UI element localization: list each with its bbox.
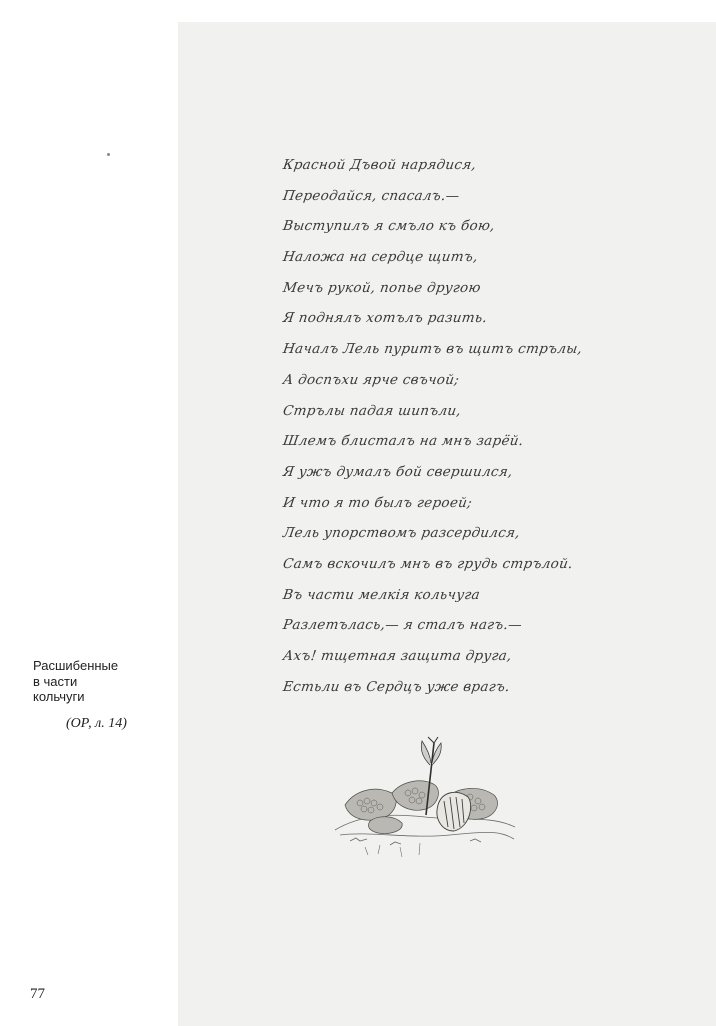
manuscript-line: Разлетълась,— я сталъ нагъ.— [281,617,524,634]
page-number: 77 [30,986,45,1002]
margin-speck [107,153,110,156]
manuscript-line: Въ части мелкія кольчуга [281,586,482,603]
manuscript-line: Стрълы падая шипъли, [281,402,463,419]
manuscript-line: Переодайся, спасалъ.— [281,187,461,204]
manuscript-line: Лель упорствомъ разсердился, [281,525,522,542]
manuscript-line: Ахъ! тщетная защита друга, [281,648,513,664]
caption-line: Расшибенные [33,658,119,673]
manuscript-text [283,150,683,702]
shield-shell [437,792,471,831]
chain-mail-vignette [330,735,520,860]
manuscript-line: И что я то былъ героей; [281,494,474,511]
debris-ground [335,815,515,857]
manuscript-line: Наложа на сердце щитъ, [281,249,479,266]
manuscript-line: Шлемъ блисталъ на мнъ зарёй. [281,433,525,450]
manuscript-line: Выступилъ я смъло къ бою, [281,218,496,235]
manuscript-line: Естьли въ Сердцъ уже врагъ. [281,678,511,695]
manuscript-line: А доспъхи ярче свъчой; [281,371,461,388]
manuscript-line: Самъ вскочилъ мнъ въ грудь стрълой. [281,555,574,572]
manuscript-line: Я ужъ думалъ бой свершился, [281,463,514,480]
mail-pieces [345,781,498,834]
manuscript-line: Мечъ рукой, попье другою [281,279,482,296]
manuscript-line: Я поднялъ хотълъ разить. [281,310,489,327]
caption-reference: (ОР, л. 14) [66,716,127,731]
caption-line: кольчуги [33,689,85,704]
caption-line: в части [33,673,78,689]
manuscript-line: Началъ Лель пуритъ въ щитъ стрълы, [281,341,584,358]
figure-caption [33,658,173,705]
manuscript-line: Красной Дъвой нарядися, [281,157,478,173]
